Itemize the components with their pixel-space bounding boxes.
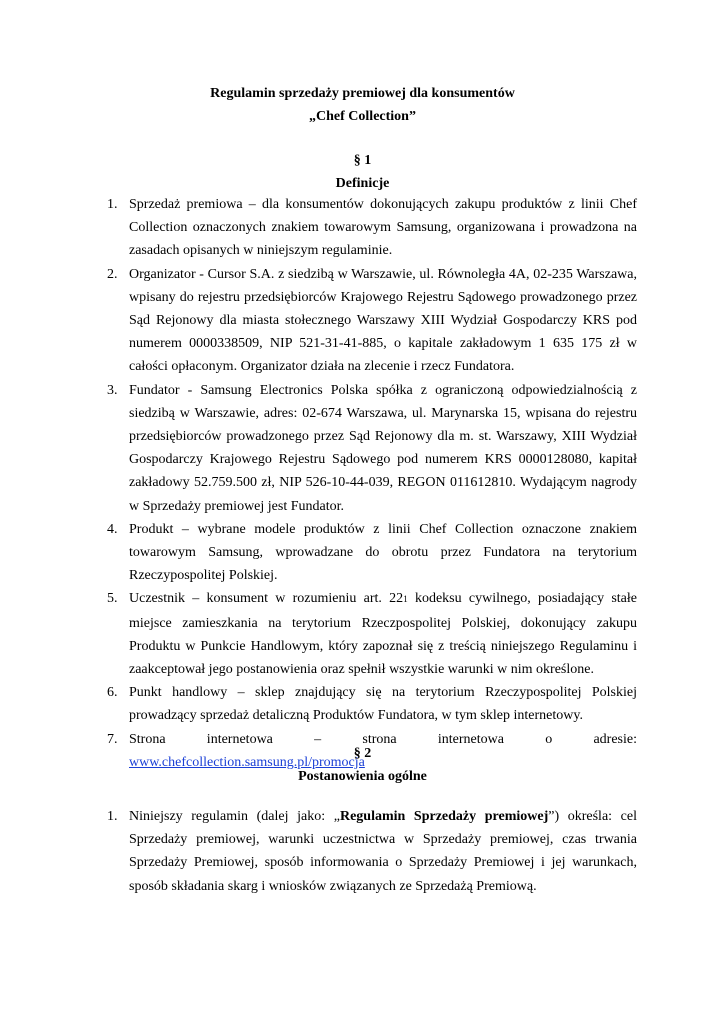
list-item-text: Produkt – wybrane modele produktów z linii Chef Collection oznaczone znakiem towarowym Samsung, wprowadzane do obrotu przez Fundatora na terytorium Rzeczypospolitej Polskiej. bbox=[129, 521, 637, 584]
list-item-number: 6. bbox=[107, 685, 118, 701]
list-item bbox=[0, 193, 637, 263]
list-item-text-part: kodeksu cywilnego, posiadający stałe miejsce zamieszkania na terytorium Rzeczpospolitej Polskiej, dokonujący zakupu Produktu w Punkcie Handlowym, który zapoznał się z treścią niniejszego Regulaminu i zaakceptował jego postanowienia oraz spełnił wszystkie warunki w nim określone. bbox=[129, 591, 637, 678]
list-item-text bbox=[129, 809, 637, 894]
website-link[interactable]: www.chefcollection.samsung.pl/promocja bbox=[129, 754, 365, 770]
document-title: Regulamin sprzedaży premiowej dla konsumentów bbox=[210, 86, 515, 101]
list-item-number: 7. bbox=[107, 731, 118, 747]
list-item-text: Organizator - Cursor S.A. z siedzibą w Warszawie, ul. Równoległa 4A, 02-235 Warszawa, wpisany do rejestru przedsiębiorców Krajowego Rejestru Sądowego prowadzonego przez Sąd Rejonowy dla miasta stołecznego Warszawy XIII Wydział Gospodarczy KRS pod numerem 0000338509, NIP 521-31-41-885, o kapitale zakładowym 1 635 175 zł w całości opłaconym. Organizator działa na zlecenie i rzecz Fundatora. bbox=[129, 266, 637, 375]
list-item-text-part: Niniejszy regulamin (dalej jako: „ bbox=[129, 809, 340, 824]
superscript-footnote: 1 bbox=[403, 594, 408, 605]
general-provisions-list bbox=[0, 805, 725, 898]
list-item bbox=[0, 379, 637, 518]
list-item-text: Fundator - Samsung Electronics Polska spółka z ograniczoną odpowiedzialnością z siedzibą w Warszawie, adres: 02-674 Warszawa, ul. Marynarska 15, wpisana do rejestru przedsiębiorców prowadzonego przez Sąd Rejonowy dla m. st. Warszawy, XIII Wydział Gospodarczy Krajowego Rejestru Sądowego pod numerem KRS 0000128080, kapitał zakładowy 52.759.500 zł, NIP 526-10-44-039, REGON 011612810. Wydającym nagrody w Sprzedaży premiowej jest Fundator. bbox=[129, 382, 637, 514]
document-subtitle: „Chef Collection” bbox=[309, 109, 416, 124]
list-item-text: Strona internetowa – strona internetowa o adresie: bbox=[129, 731, 637, 747]
list-item-number: 1. bbox=[107, 809, 118, 824]
list-item-text: Sprzedaż premiowa – dla konsumentów dokonujących zakupu produktów z linii Chef Collection oznaczonych znakiem towarowym Samsung, organizowana i prowadzona na zasadach opisanych w niniejszym regulaminie. bbox=[129, 197, 637, 259]
list-item bbox=[0, 681, 637, 727]
regulation-name: Regulamin Sprzedaży premiowej bbox=[339, 809, 549, 824]
list-item-number: 2. bbox=[107, 266, 118, 282]
list-item-number: 1. bbox=[107, 197, 118, 212]
list-item-number: 5. bbox=[107, 591, 118, 607]
list-item-text bbox=[129, 591, 637, 677]
list-item bbox=[0, 518, 637, 588]
section-1-heading: Definicje bbox=[335, 176, 390, 191]
list-item bbox=[0, 587, 637, 681]
section-2-number: § 2 bbox=[353, 746, 372, 761]
list-item bbox=[0, 263, 637, 379]
list-item-text: Punkt handlowy – sklep znajdujący się na terytorium Rzeczypospolitej Polskiej prowadzący sprzedaż detaliczną Produktów Fundatora, w tym sklep internetowy. bbox=[129, 685, 637, 724]
list-item-text-part: ”) określa: cel Sprzedaży premiowej, warunki uczestnictwa w Sprzedaży premiowej, czas trwania Sprzedaży Premiowej, sposób informowania o Sprzedaży Premiowej i jej warunkach, sposób składania skarg i wniosków związanych ze Sprzedażą Premiową. bbox=[129, 809, 637, 894]
list-item-number: 4. bbox=[107, 521, 118, 537]
definitions-list bbox=[0, 193, 725, 774]
list-item-text-part: Uczestnik – konsument w rozumieniu art. 22 bbox=[129, 591, 404, 607]
section-1-number: § 1 bbox=[353, 153, 372, 168]
section-2-heading: Postanowienia ogólne bbox=[298, 769, 427, 784]
list-item bbox=[0, 805, 637, 898]
list-item-number: 3. bbox=[107, 382, 118, 398]
